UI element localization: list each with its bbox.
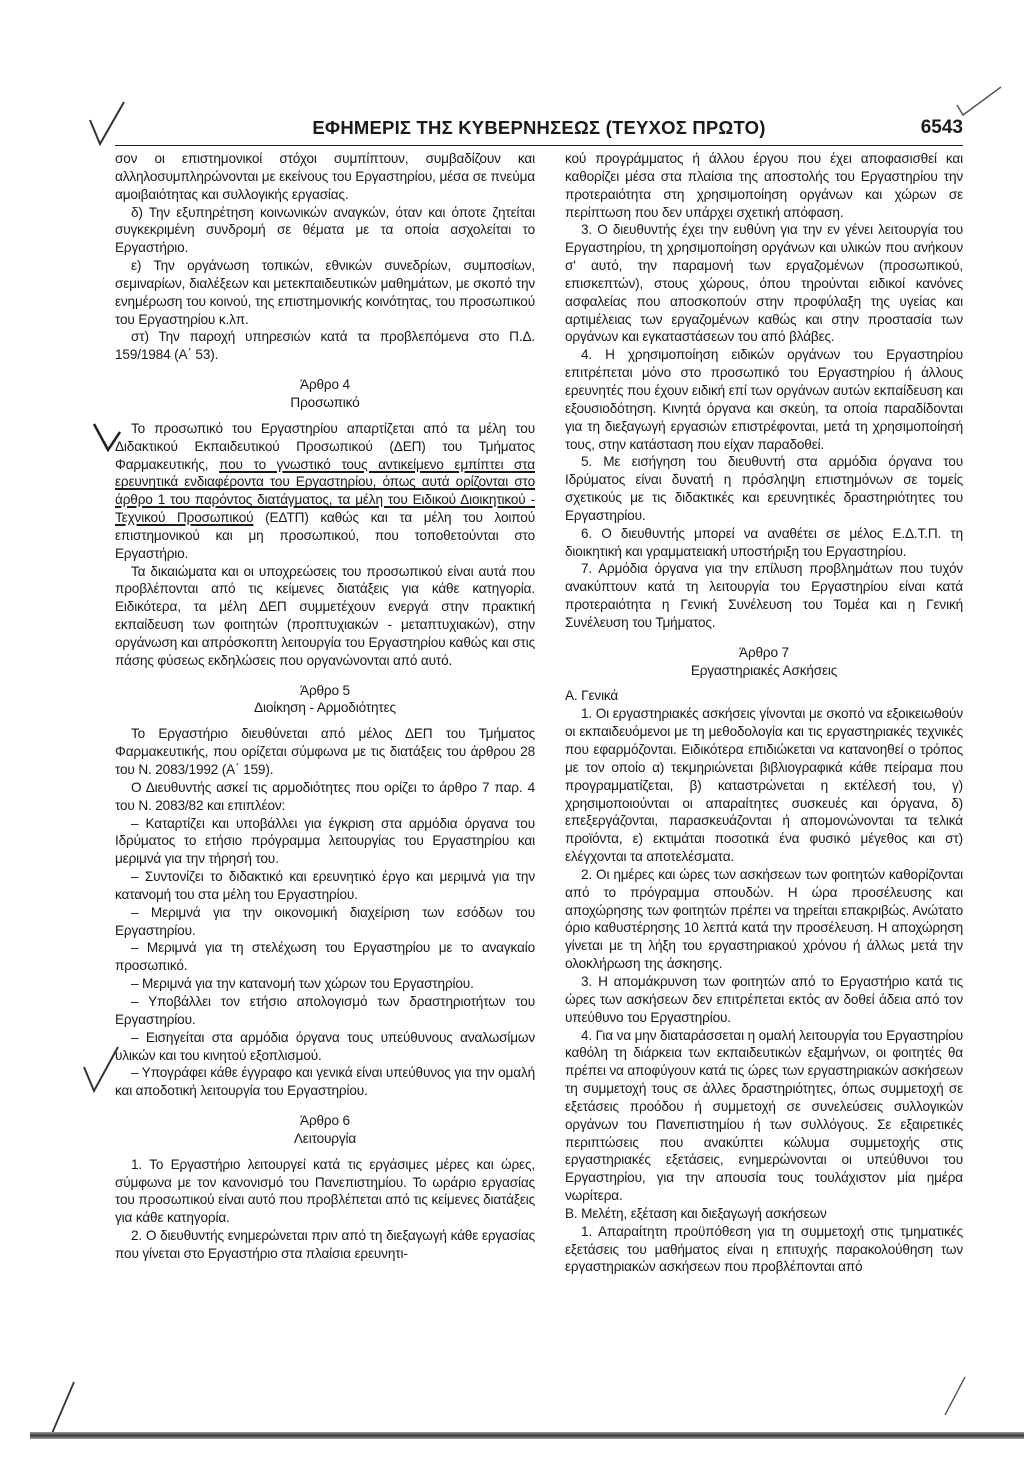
paragraph: Το Εργαστήριο διευθύνεται από μέλος ΔΕΠ του Τμήματος Φαρμακευτικής, που ορίζεται σύμφωνα με τις διατάξεις του άρθρου 28 του Ν. 2083/1992 (Α΄ 159).: [115, 726, 535, 777]
list-item: – Καταρτίζει και υποβάλλει για έγκριση στα αρμόδια όργανα του Ιδρύματος το ετήσιο πρόγραμμα λειτουργίας του Εργαστηρίου και μεριμνά για την τήρησή του.: [115, 815, 535, 867]
text-run: (ΕΔΤΠ) καθώς και τα μέλη του λοιπού επιστημονικού και μη προσωπικού, που τοποθετούνται στο Εργαστήριο.: [115, 510, 535, 561]
paragraph: σον οι επιστημονικοί στόχοι συμπίπτουν, συμβαδίζουν και αλληλοσυμπληρώνονται με εκείνους του Εργαστηρίου, μέσα σε πνεύμα αμοιβαιότητας και συλλογικής εργασίας.: [115, 151, 535, 202]
paragraph: 5. Με εισήγηση του διευθυντή στα αρμόδια όργανα του Ιδρύματος είναι δυνατή η πρόσληψη επιστημόνων σε τομείς σχετικούς με τις διδακτικές και ερευνητικές δραστηριότητες του Εργαστηρίου.: [565, 454, 963, 523]
article-number: Άρθρο 7: [739, 644, 789, 660]
paragraph: 1. Το Εργαστήριο λειτουργεί κατά τις εργάσιμες μέρες και ώρες, σύμφωνα με τον κανονισμό του Πανεπιστημίου. Το ωράριο εργασίας του προσωπικού είναι αυτό που προβλέπεται από τις κείμενες διατάξεις για κάθε κατηγορία.: [115, 1156, 535, 1226]
paragraph: [115, 420, 535, 563]
paragraph: δ) Την εξυπηρέτηση κοινωνικών αναγκών, όταν και όποτε ζητείται συγκεκριμένη συνδρομή σε θέματα με τα οποία ασχολείται το Εργαστήριο.: [115, 204, 535, 256]
article-title: Διοίκηση - Αρμοδιότητες: [254, 700, 396, 716]
list-item: – Μεριμνά για τη στελέχωση του Εργαστηρίου με το αναγκαίο προσωπικό.: [115, 940, 535, 974]
paragraph: 3. Ο διευθυντής έχει την ευθύνη για την εν γένει λειτουργία του Εργαστηρίου, τη χρησιμοποίηση οργάνων και υλικών που ανήκουν σ' αυτό, την παραμονή των εργαζομένων (προσωπικού, επισκεπτών), στους χώρους, όπου τηρούνται ειδικοί κανόνες ασφαλείας που αποσκοπούν στην προφύλαξη της υγείας και αρτιμέλειας των εργαζομένων καθώς και στην προστασία των οργάνων και εγκαταστάσεων του από βλάβες.: [565, 222, 963, 345]
paragraph: 2. Ο διευθυντής ενημερώνεται πριν από τη διεξαγωγή κάθε εργασίας που γίνεται στο Εργαστήριο στα πλαίσια ερευνητι-: [115, 1228, 535, 1261]
left-column: [115, 150, 535, 1263]
underlined-text: που το γνωστικό τους αντικείμενο εμπίπτει στα ερευνητικά ενδιαφέροντα του Εργαστηρίου, όπως αυτά ορίζονται στο άρθρο 1 του παρόντος διατάγματος, τα μέλη του Ειδικού Διοικητικού - Τεχνικού Προσωπικού: [115, 456, 535, 526]
paragraph: Τα δικαιώματα και οι υποχρεώσεις του προσωπικού είναι αυτά που προβλέπονται από τις κείμενες διατάξεις για κάθε κατηγορία. Ειδικότερα, τα μέλη ΔΕΠ συμμετέχουν ενεργά στην πρακτική εκπαίδευση των φοιτητών (προπτυχιακών - μεταπτυχιακών), στην οργάνωση και απρόσκοπτη λειτουργία του Εργαστηρίου καθώς και στις πάσης φύσεως εκδηλώσεις που οργανώνονται από αυτό.: [115, 563, 535, 668]
list-item: – Μεριμνά για την κατανομή των χώρων του Εργαστηρίου.: [131, 976, 474, 992]
article-title: Εργαστηριακές Ασκήσεις: [690, 662, 838, 678]
gazette-title: ΕΦΗΜΕΡΙΣ ΤΗΣ ΚΥΒΕΡΝΗΣΕΩΣ (ΤΕΥΧΟΣ ΠΡΩΤΟ): [312, 117, 766, 138]
list-item: – Συντονίζει το διδακτικό και ερευνητικό έργο και μεριμνά για την κατανομή του στα μέλη του Εργαστηρίου.: [115, 869, 535, 902]
paragraph: 2. Οι ημέρες και ώρες των ασκήσεων των φοιτητών καθορίζονται από το πρόγραμμα σπουδών. Η ώρα προσέλευσης και αποχώρησης των φοιτητών πρέπει να τηρείται επακριβώς. Ανώτατο όριο καθυστέρησης 10 λεπτά κατά την προσέλευση. Η αποχώρηση γίνεται με τη λήξη του εργαστηριακού χρόνου ή άλλως μετά την ολοκλήρωση της άσκησης.: [565, 866, 963, 972]
paragraph: 1. Οι εργαστηριακές ασκήσεις γίνονται με σκοπό να εξοικειωθούν οι εκπαιδευόμενοι με τη μεθοδολογία και τις εργαστηριακές τεχνικές που εφαρμόζονται. Ειδικότερα επιδιώκεται να κατανοηθεί ο τρόπος με τον οποίο α) τεκμηριώνεται βιβλιογραφικά κάθε πείραμα που προγραμματίζεται, β) καταστρώνεται η εκτέλεσή του, γ) χρησιμοποιούνται οι απαραίτητες συσκευές και όργανα, δ) επεξεργάζονται, παρασκευάζονται ή απομονώνονται τα τελικά προϊόντα, ε) εκτιμάται ποσοτικά ένα φυσικό μέγεθος και στ) ελέγχονται τα αποτελέσματα.: [565, 706, 963, 865]
page-number: 6543: [920, 117, 963, 138]
paragraph: ε) Την οργάνωση τοπικών, εθνικών συνεδρίων, συμποσίων, σεμιναρίων, διαλέξεων και μετεκπαιδευτικών μαθημάτων, με σκοπό την ενημέρωση του κοινού, της επιστημονικής κοινότητας, του προσωπικού του Εργαστηρίου κ.λπ.: [115, 258, 535, 327]
handwritten-stroke-icon: [40, 1380, 80, 1440]
article-number: Άρθρο 5: [300, 682, 350, 698]
article-number: Άρθρο 4: [300, 377, 350, 393]
paragraph: κού προγράμματος ή άλλου έργου που έχει αποφασισθεί και καθορίζει μέσα στα πλαίσια της αποστολής του Εργαστηρίου την προτεραιότητα στη χρησιμοποίηση οργάνων και χώρων σε περίπτωση που δεν υπάρχει σχετική απόφαση.: [565, 151, 963, 220]
article-title: Λειτουργία: [293, 1130, 357, 1146]
paragraph: 1. Απαραίτητη προϋπόθεση για τη συμμετοχή στις τμηματικές εξετάσεις του μαθήματος είναι η επιτυχής παρακολούθηση των εργαστηριακών ασκήσεων που προβλέπονται από: [565, 1223, 963, 1275]
right-column: [565, 150, 963, 1276]
paragraph: 4. Για να μην διαταράσσεται η ομαλή λειτουργία του Εργαστηρίου καθόλη τη διάρκεια των εκπαιδευτικών εξαμήνων, οι φοιτητές θα πρέπει να αποφύγουν κατά τις ώρες των εργαστηριακών ασκήσεων τη συμμετοχή τους σε άλλες δραστηριότητες, όπως συμμετοχή σε εξετάσεις προόδου ή συμμετοχή σε συνελεύσεις συλλογικών οργάνων του Πανεπιστημίου ή των συλλόγους. Σε εξαιρετικές περιπτώσεις που ανακύπτει κώλυμα συμμετοχής στις εργαστηριακές εξετάσεις, ενημερώνονται οι υπεύθυνοι του Εργαστηρίου, για την απουσία τους τουλάχιστον μία ημέρα νωρίτερα.: [565, 1027, 963, 1204]
paragraph: στ) Την παροχή υπηρεσιών κατά τα προβλεπόμενα στο Π.Δ. 159/1984 (Α΄ 53).: [115, 329, 535, 363]
section-heading: Β. Μελέτη, εξέταση και διεξαγωγή ασκήσεων: [565, 1205, 827, 1221]
list-item: – Υπογράφει κάθε έγγραφο και γενικά είναι υπεύθυνος για την ομαλή και αποδοτική λειτουργία του Εργαστηρίου.: [115, 1065, 535, 1099]
section-heading: Α. Γενικά: [565, 688, 619, 704]
page-header: [115, 115, 963, 146]
handwritten-stroke-icon: [935, 1375, 975, 1425]
paragraph: 6. Ο διευθυντής μπορεί να αναθέτει σε μέλος Ε.Δ.Τ.Π. τη διοικητική και γραμματειακή υποστήριξη του Εργαστηρίου.: [565, 525, 963, 559]
scan-edge-bar: [30, 1432, 1024, 1439]
paragraph: Ο Διευθυντής ασκεί τις αρμοδιότητες που ορίζει το άρθρο 7 παρ. 4 του Ν. 2083/82 και επιπλέον:: [115, 779, 535, 813]
article-title: Προσωπικό: [290, 394, 360, 410]
text-run: Το προσωπικό του Εργαστηρίου απαρτίζεται από τα μέλη του Διδακτικού Εκπαιδευτικού Προσωπικού (ΔΕΠ) του Τμήματος Φαρμακευτικής,: [115, 420, 535, 472]
list-item: – Εισηγείται στα αρμόδια όργανα τους υπεύθυνους αναλωσίμων υλικών και του κινητού εξοπλισμού.: [115, 1029, 535, 1063]
list-item: – Υποβάλλει τον ετήσιο απολογισμό των δραστηριοτήτων του Εργαστηρίου.: [115, 993, 535, 1027]
paragraph: 4. Η χρησιμοποίηση ειδικών οργάνων του Εργαστηρίου επιτρέπεται μόνο στο προσωπικό του Εργαστηρίου ή άλλους ερευνητές που έχουν ειδική επί των οργάνων αυτών εκπαίδευση και εξουσιοδότηση. Κινητά όργανα και σκεύη, τα οποία παραδίδονται για τη διεξαγωγή εργασιών επιστρέφονται, μετά τη χρησιμοποίησή τους, στην κατάσταση που είχαν παραδοθεί.: [565, 347, 963, 452]
list-item: – Μεριμνά για την οικονομική διαχείριση των εσόδων του Εργαστηρίου.: [115, 904, 535, 938]
article-number: Άρθρο 6: [300, 1113, 350, 1129]
paragraph: 3. Η απομάκρυνση των φοιτητών από το Εργαστήριο κατά τις ώρες των ασκήσεων δεν επιτρέπεται εκτός αν δοθεί άδεια από τον υπεύθυνο του Εργαστηρίου.: [565, 973, 963, 1025]
paragraph: 7. Αρμόδια όργανα για την επίλυση προβλημάτων που τυχόν ανακύπτουν κατά τη λειτουργία του Εργαστηρίου είναι κατά προτεραιότητα η Γενική Συνέλευση του Τομέα και η Γενική Συνέλευση του Τμήματος.: [565, 561, 963, 630]
